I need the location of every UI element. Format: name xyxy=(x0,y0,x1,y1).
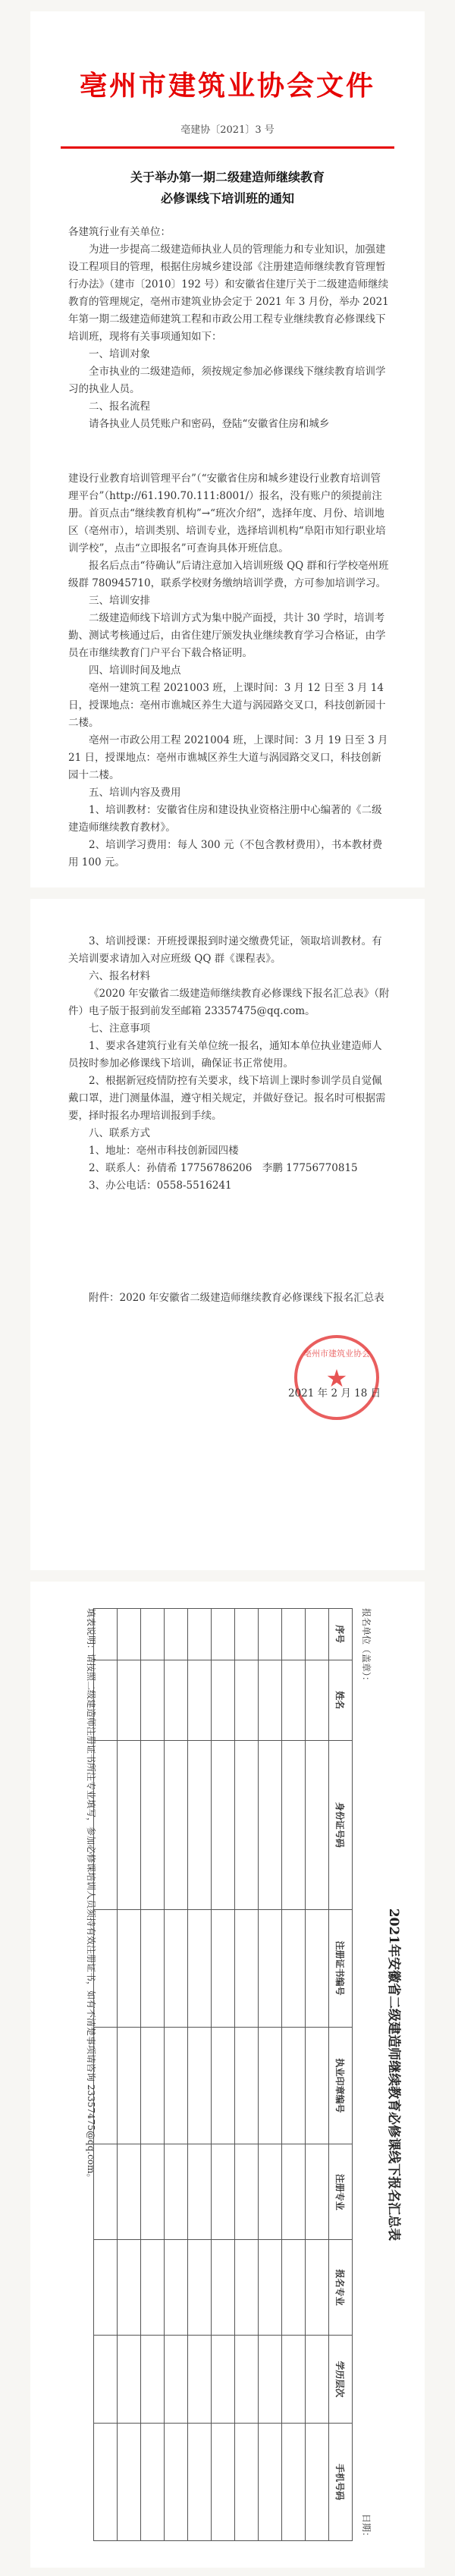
table-cell xyxy=(118,2240,141,2336)
paragraph: 报名后点击“待确认”后请注意加入培训班级 QQ 群和行学校亳州班级群 780945710，联系学校财务缴纳培训学费，方可参加培训学习。 xyxy=(68,560,389,589)
table-cell xyxy=(259,2424,282,2541)
table-cell xyxy=(306,2240,329,2336)
table-cell xyxy=(282,1909,306,2027)
table-cell xyxy=(259,2335,282,2423)
table-cell xyxy=(282,1660,306,1740)
table-cell xyxy=(282,1609,306,1660)
table-cell xyxy=(235,1909,259,2027)
table-cell xyxy=(165,2424,188,2541)
attachment-text: 附件：2020 年安徽省二级建造师继续教育必修课线下报名汇总表 xyxy=(89,1292,384,1304)
table-cell xyxy=(188,1660,212,1740)
table-meta xyxy=(360,1608,373,2541)
table-cell xyxy=(235,2424,259,2541)
table-cell xyxy=(306,2335,329,2423)
official-seal xyxy=(294,1335,379,1420)
table-cell xyxy=(141,1660,165,1740)
col-header: 注册专业 xyxy=(329,2144,353,2240)
page-2 xyxy=(30,899,425,1570)
table-cell xyxy=(165,2335,188,2423)
paragraph: 二、报名流程 xyxy=(89,401,150,413)
table-body xyxy=(94,1609,329,2541)
table-row xyxy=(118,1609,141,2541)
rotated-table-wrapper xyxy=(46,1593,410,2556)
table-cell xyxy=(212,2424,235,2541)
table-row xyxy=(141,1609,165,2541)
table-row xyxy=(259,1609,282,2541)
title-line-2: 必修课线下培训班的通知 xyxy=(160,191,294,206)
table-cell xyxy=(259,2240,282,2336)
table-cell xyxy=(141,1740,165,1909)
table-cell xyxy=(118,2335,141,2423)
table-cell xyxy=(165,2144,188,2240)
paragraph: 1、培训教材：安徽省住房和建设执业资格注册中心编著的《二级建造师继续教育教材》。 xyxy=(68,804,382,834)
table-cell xyxy=(235,1660,259,1740)
paragraph: 2、根据新冠疫情防控有关要求，线下培训上课时参训学员自觉佩戴口罩，进门测量体温，遵守相关规定，并做好登记。报名时可根据需要，择时报名办理培训报到手续。 xyxy=(68,1075,386,1122)
table-cell xyxy=(141,2144,165,2240)
table-footer-note: 填表说明：请按照二级建造师注册证书所注专业填写，参加必修课培训人员须持有效注册证书，如有不清楚事项请咨询 23357475@qq.com。 xyxy=(86,1608,96,2183)
body-part-1 xyxy=(68,224,391,433)
table-cell xyxy=(212,2240,235,2336)
seal-star-icon: ★ xyxy=(325,1364,348,1393)
table-cell xyxy=(212,1609,235,1660)
table-cell xyxy=(235,2027,259,2144)
attachment-note xyxy=(68,1290,391,1307)
paragraph: 请各执业人员凭账户和密码，登陆“安徽省住房和城乡 xyxy=(89,418,330,430)
table-row xyxy=(235,1609,259,2541)
col-header: 执业印章编号 xyxy=(329,2027,353,2144)
table-cell xyxy=(141,1609,165,1660)
col-header: 学历层次 xyxy=(329,2335,353,2423)
page-1 xyxy=(30,11,425,887)
table-cell xyxy=(118,2424,141,2541)
paragraph: 七、注意事项 xyxy=(89,1023,150,1035)
table-row xyxy=(282,1609,306,2541)
table-row xyxy=(212,1609,235,2541)
col-header: 报名专业 xyxy=(329,2240,353,2336)
document-title xyxy=(30,167,425,209)
table-cell xyxy=(188,2424,212,2541)
table-cell xyxy=(212,1740,235,1909)
table-title: 2021年安徽省二级建造师继续教育必修课线下报名汇总表 xyxy=(386,1908,401,2241)
table-cell xyxy=(306,1909,329,2027)
table-cell xyxy=(118,1740,141,1909)
paragraph: 《2020 年安徽省二级建造师继续教育必修课线下报名汇总表》（附件）电子版于报到前发至邮箱 23357475@qq.com。 xyxy=(68,988,390,1017)
table-cell xyxy=(282,2240,306,2336)
table-cell xyxy=(188,2144,212,2240)
org-header-title: 亳州市建筑业协会文件 xyxy=(79,71,375,102)
body-part-3 xyxy=(68,933,391,1195)
salutation: 各建筑行业有关单位： xyxy=(68,226,171,238)
table-cell xyxy=(259,2144,282,2240)
table-row xyxy=(306,1609,329,2541)
paragraph: 1、要求各建筑行业有关单位统一报名，通知本单位执业建造师人员按时参加必修课线下培训，确保证书正常使用。 xyxy=(68,1040,382,1070)
table-cell xyxy=(306,2027,329,2144)
table-cell xyxy=(212,2027,235,2144)
table-cell xyxy=(282,1740,306,1909)
paragraph: 二级建造师线下培训方式为集中脱产面授，共计 30 学时，培训考勤、测试考核通过后，由省住建厅颁发执业继续教育学习合格证，由学员在市继续教育门户平台下载合格证明。 xyxy=(68,612,386,659)
paragraph: 八、联系方式 xyxy=(89,1127,150,1139)
table-cell xyxy=(118,2027,141,2144)
table-cell xyxy=(282,2424,306,2541)
col-header: 手机号码 xyxy=(329,2424,353,2541)
table-cell xyxy=(141,2335,165,2423)
table-cell xyxy=(141,2424,165,2541)
table-cell xyxy=(282,2335,306,2423)
table-cell xyxy=(118,2144,141,2240)
table-cell xyxy=(259,1909,282,2027)
table-cell xyxy=(118,1660,141,1740)
table-cell xyxy=(165,1660,188,1740)
table-cell xyxy=(259,1609,282,1660)
red-divider xyxy=(61,146,394,149)
table-meta-right: 日期： xyxy=(361,2513,372,2541)
table-cell xyxy=(118,1609,141,1660)
table-cell xyxy=(212,1660,235,1740)
table-row xyxy=(188,1609,212,2541)
paragraph: 建设行业教育培训管理平台”（“安徽省住房和城乡建设行业教育培训管理平台”（http://61.190.70.111:8001/）报名，没有账户的须提前注册。首页点击“继续教育机构”→“班次介绍”，选择年度、月份、培训地区（亳州市），培训类别、培训专业，选择培训机构“阜阳市知行职业培训学校”，点击“立即报名”可查询具体开班信息。 xyxy=(68,473,386,554)
table-cell xyxy=(165,2027,188,2144)
paragraph: 四、培训时间及地点 xyxy=(89,664,181,677)
table-cell xyxy=(188,1909,212,2027)
title-line-1: 关于举办第一期二级建造师继续教育 xyxy=(130,170,325,184)
table-cell xyxy=(188,1609,212,1660)
paragraph: 2、培训学习费用：每人 300 元（不包含教材费用），书本教材费用 100 元。 xyxy=(68,839,383,869)
table-cell xyxy=(212,2144,235,2240)
table-cell xyxy=(235,2240,259,2336)
paragraph: 五、培训内容及费用 xyxy=(89,787,181,799)
table-cell xyxy=(235,1609,259,1660)
paragraph: 1、地址：亳州市科技创新园四楼 xyxy=(89,1145,239,1157)
table-cell xyxy=(235,1740,259,1909)
table-cell xyxy=(188,2027,212,2144)
table-cell xyxy=(141,1909,165,2027)
col-header: 身份证号码 xyxy=(329,1740,353,1909)
table-cell xyxy=(306,2144,329,2240)
paragraph: 3、培训授课：开班授课报到时递交缴费凭证，领取培训教材。有关培训要求请加入对应班级 QQ 群《课程表》。 xyxy=(68,935,382,965)
table-cell xyxy=(212,2335,235,2423)
table-cell xyxy=(165,1909,188,2027)
table-cell xyxy=(141,2027,165,2144)
col-header: 姓名 xyxy=(329,1660,353,1740)
table-cell xyxy=(282,2144,306,2240)
table-cell xyxy=(141,2240,165,2336)
table-row xyxy=(165,1609,188,2541)
paragraph: 全市执业的二级建造师，须按规定参加必修课线下继续教育培训学习的执业人员。 xyxy=(68,366,386,395)
seal-text: 亳州市建筑业协会 xyxy=(303,1349,370,1359)
table-cell xyxy=(188,2240,212,2336)
table-cell xyxy=(259,1660,282,1740)
doc-number: 亳建协〔2021〕3 号 xyxy=(180,124,275,136)
paragraph: 为进一步提高二级建造师执业人员的管理能力和专业知识，加强建设工程项目的管理，根据住房城乡建设部《注册建造师继续教育管理暂行办法》（建市〔2010〕192 号）和安徽省住建厅关于二级建造师继续教育的管理规定，亳州市建筑业协会定于 2021 年 3 月份，举办 2021 年第一期二级建造师建筑工程和市政公用工程专业继续教育必修课线下培训班，现将有关事项通知如下： xyxy=(68,243,389,343)
table-cell xyxy=(306,1740,329,1909)
table-cell xyxy=(165,1609,188,1660)
table-cell xyxy=(235,2335,259,2423)
paragraph: 三、培训安排 xyxy=(89,595,150,607)
table-cell xyxy=(235,2144,259,2240)
paragraph: 2、联系人：孙倩希 17756786206 李鹏 17756770815 xyxy=(89,1162,358,1174)
table-cell xyxy=(188,1740,212,1909)
table-cell xyxy=(259,2027,282,2144)
table-cell xyxy=(306,1660,329,1740)
table-cell xyxy=(188,2335,212,2423)
table-cell xyxy=(165,1740,188,1909)
table-meta-left: 报名单位（盖章）： xyxy=(361,1608,372,1686)
paragraph: 亳州一市政公用工程 2021004 班，上课时间：3 月 19 日至 3 月 21 日，授课地点：亳州市谯城区养生大道与涡园路交叉口，科技创新园十二楼。 xyxy=(68,734,388,781)
signature-date: 2021 年 2 月 18 日 xyxy=(288,1387,381,1400)
paragraph: 一、培训对象 xyxy=(89,348,150,360)
table-cell xyxy=(306,1609,329,1660)
table-cell xyxy=(306,2424,329,2541)
rotated-table-content xyxy=(46,1593,410,2556)
paragraph: 亳州一建筑工程 2021003 班，上课时间：3 月 12 日至 3 月 14 日，授课地点：亳州市谯城区养生大道与涡园路交叉口，科技创新园十二楼。 xyxy=(68,682,386,729)
body-part-2 xyxy=(68,470,391,872)
table-cell xyxy=(165,2240,188,2336)
table-cell xyxy=(282,2027,306,2144)
paragraph: 六、报名材料 xyxy=(89,970,150,982)
table-header-row xyxy=(329,1609,353,2541)
page-3-table xyxy=(30,1582,425,2568)
table-cell xyxy=(212,1909,235,2027)
table-cell xyxy=(259,1740,282,1909)
table-cell xyxy=(118,1909,141,2027)
col-header: 序号 xyxy=(329,1609,353,1660)
col-header: 注册证书编号 xyxy=(329,1909,353,2027)
paragraph: 3、办公电话：0558-5516241 xyxy=(89,1180,232,1192)
registration-table xyxy=(93,1608,353,2541)
